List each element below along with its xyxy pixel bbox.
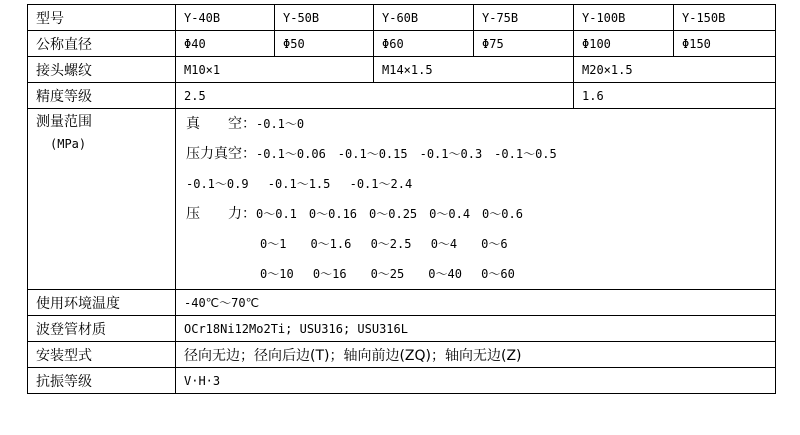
range-row [28, 109, 776, 290]
mounting-value: 径向无边；径向后边(T)；轴向前边(ZQ)；轴向无边(Z) [176, 342, 776, 368]
vibration-value: V·H·3 [176, 368, 776, 394]
header-row [28, 5, 776, 31]
nominal-value: Φ50 [275, 31, 374, 57]
range-unit: (MPa) [50, 137, 87, 151]
nominal-label: 公称直径 [28, 31, 176, 57]
thread-row [28, 57, 776, 83]
range-label: 测量范围 [36, 114, 92, 130]
vibration-row [28, 368, 776, 394]
material-value: OCr18Ni12Mo2Ti; USU316; USU316L [176, 316, 776, 342]
thread-label: 接头螺纹 [28, 57, 176, 83]
spec-table [27, 4, 776, 394]
range-compound-line [176, 139, 775, 169]
accuracy-row [28, 83, 776, 109]
thread-value: M20×1.5 [574, 57, 776, 83]
header-y150b: Y-150B [674, 5, 776, 31]
mounting-row [28, 342, 776, 368]
range-vacuum-line [176, 109, 775, 139]
accuracy-value: 2.5 [176, 83, 574, 109]
vacuum-label: 真 空： [186, 116, 256, 132]
thread-value: M14×1.5 [374, 57, 574, 83]
thread-value: M10×1 [176, 57, 374, 83]
vibration-label: 抗振等级 [28, 368, 176, 394]
accuracy-value: 1.6 [574, 83, 776, 109]
range-pressure-line-3: 0～10 0～16 0～25 0～40 0～60 [260, 267, 515, 281]
material-row [28, 316, 776, 342]
header-y50b: Y-50B [275, 5, 374, 31]
temperature-value: -40℃～70℃ [176, 290, 776, 316]
nominal-value: Φ40 [176, 31, 275, 57]
nominal-value: Φ60 [374, 31, 474, 57]
nominal-value: Φ100 [574, 31, 674, 57]
temperature-label: 使用环境温度 [28, 290, 176, 316]
compound-values: -0.1～0.06 -0.1～0.15 -0.1～0.3 -0.1～0.5 [256, 147, 557, 161]
pressure-label: 压 力： [186, 206, 256, 222]
range-pressure-line-2: 0～1 0～1.6 0～2.5 0～4 0～6 [260, 237, 508, 251]
pressure-values: 0～0.1 0～0.16 0～0.25 0～0.4 0～0.6 [256, 207, 523, 221]
range-label-cell [28, 109, 176, 290]
header-y75b: Y-75B [474, 5, 574, 31]
temperature-row [28, 290, 776, 316]
accuracy-label: 精度等级 [28, 83, 176, 109]
vacuum-value: -0.1～0 [256, 117, 305, 131]
range-pressure-line [176, 199, 775, 229]
header-model: 型号 [28, 5, 176, 31]
range-values-cell [176, 109, 776, 290]
compound-label: 压力真空： [186, 146, 256, 162]
header-y100b: Y-100B [574, 5, 674, 31]
range-compound-line-2: -0.1～0.9 -0.1～1.5 -0.1～2.4 [186, 177, 413, 191]
header-y40b: Y-40B [176, 5, 275, 31]
nominal-diameter-row [28, 31, 776, 57]
mounting-label: 安装型式 [28, 342, 176, 368]
nominal-value: Φ150 [674, 31, 776, 57]
header-y60b: Y-60B [374, 5, 474, 31]
nominal-value: Φ75 [474, 31, 574, 57]
material-label: 波登管材质 [28, 316, 176, 342]
